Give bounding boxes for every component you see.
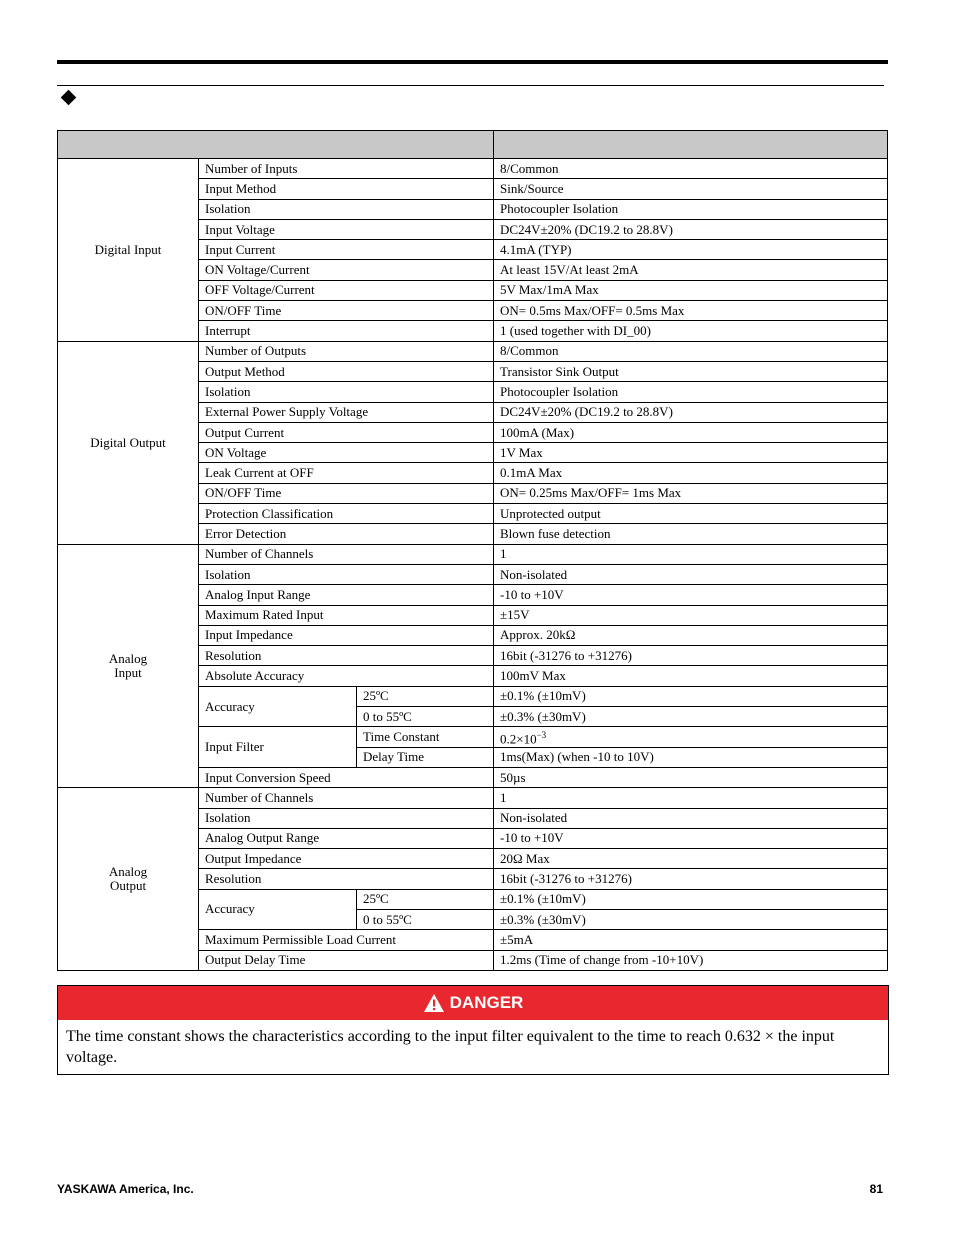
spec-subitem: 25ºC <box>357 889 494 909</box>
spec-value: Photocoupler Isolation <box>494 382 888 402</box>
spec-value: DC24V±20% (DC19.2 to 28.8V) <box>494 402 888 422</box>
spec-value: DC24V±20% (DC19.2 to 28.8V) <box>494 219 888 239</box>
spec-item: Isolation <box>199 199 494 219</box>
spec-value: 100mA (Max) <box>494 422 888 442</box>
spec-item: OFF Voltage/Current <box>199 280 494 300</box>
table-row <box>58 159 888 179</box>
spec-item: Maximum Rated Input <box>199 605 494 625</box>
specification-table <box>57 130 888 971</box>
category-analog-input-label-line2: Input <box>114 664 142 680</box>
spec-value: Non-isolated <box>494 808 888 828</box>
spec-item: ON Voltage/Current <box>199 260 494 280</box>
spec-value: ±0.1% (±10mV) <box>494 686 888 706</box>
danger-title: DANGER <box>449 993 524 1012</box>
spec-value: ±0.1% (±10mV) <box>494 889 888 909</box>
spec-value: 50µs <box>494 767 888 787</box>
table-row <box>58 544 888 564</box>
spec-item: Analog Input Range <box>199 585 494 605</box>
spec-item-accuracy: Accuracy <box>199 889 357 930</box>
spec-value: 4.1mA (TYP) <box>494 240 888 260</box>
danger-box <box>57 985 889 1075</box>
spec-item: Input Current <box>199 240 494 260</box>
spec-value: 8/Common <box>494 159 888 179</box>
spec-item-input-filter: Input Filter <box>199 727 357 768</box>
spec-value: 1ms(Max) (when -10 to 10V) <box>494 747 888 767</box>
spec-item: Number of Channels <box>199 788 494 808</box>
category-digital-input <box>58 159 199 342</box>
table-header-item <box>58 131 494 159</box>
spec-item: Absolute Accuracy <box>199 666 494 686</box>
spec-value: 1 <box>494 788 888 808</box>
table-header-row <box>58 131 888 159</box>
time-constant-exponent: −3 <box>536 729 547 740</box>
category-analog-input <box>58 544 199 788</box>
category-digital-output-label: Digital Output <box>90 434 166 450</box>
table-row <box>58 788 888 808</box>
spec-value: Blown fuse detection <box>494 524 888 544</box>
footer-company: YASKAWA America, Inc. <box>57 1182 194 1196</box>
spec-item-accuracy: Accuracy <box>199 686 357 727</box>
category-digital-input-label: Digital Input <box>94 241 162 257</box>
warning-triangle-icon <box>423 993 445 1013</box>
spec-item: Resolution <box>199 646 494 666</box>
analog-output-group <box>58 788 888 971</box>
spec-item: Isolation <box>199 382 494 402</box>
spec-item: Input Impedance <box>199 625 494 645</box>
spec-item: Interrupt <box>199 321 494 341</box>
spec-value: ON= 0.25ms Max/OFF= 1ms Max <box>494 483 888 503</box>
category-analog-output-label-line2: Output <box>109 878 147 894</box>
category-analog-output <box>58 788 199 971</box>
table-header-spec <box>494 131 888 159</box>
footer-page-number: 81 <box>869 1182 883 1196</box>
spec-item: Isolation <box>199 808 494 828</box>
top-rule <box>57 60 888 64</box>
spec-item: Output Delay Time <box>199 950 494 970</box>
spec-value: ±5mA <box>494 930 888 950</box>
spec-value: 8/Common <box>494 341 888 361</box>
spec-value: At least 15V/At least 2mA <box>494 260 888 280</box>
spec-value: 1 <box>494 544 888 564</box>
spec-subitem: Delay Time <box>357 747 494 767</box>
spec-item: Number of Channels <box>199 544 494 564</box>
digital-output-group <box>58 341 888 544</box>
danger-text: The time constant shows the characteristics according to the input filter equivalent to the time to reach 0.632 × the input voltage. <box>66 1028 835 1066</box>
spec-value: 1V Max <box>494 443 888 463</box>
category-digital-output <box>58 341 199 544</box>
digital-input-group <box>58 159 888 342</box>
header-rule <box>57 85 884 86</box>
spec-item: Analog Output Range <box>199 828 494 848</box>
spec-item: Output Impedance <box>199 849 494 869</box>
spec-subitem: Time Constant <box>357 727 494 747</box>
spec-value: ±0.3% (±30mV) <box>494 909 888 929</box>
table-row <box>58 341 888 361</box>
spec-item: ON Voltage <box>199 443 494 463</box>
spec-value: 16bit (-31276 to +31276) <box>494 646 888 666</box>
spec-item: Leak Current at OFF <box>199 463 494 483</box>
spec-subitem: 25ºC <box>357 686 494 706</box>
spec-item: Input Voltage <box>199 219 494 239</box>
section-diamond-icon <box>61 90 77 106</box>
spec-value <box>494 727 888 747</box>
time-constant-base: 0.2×10 <box>500 731 537 747</box>
spec-item: ON/OFF Time <box>199 301 494 321</box>
spec-item: ON/OFF Time <box>199 483 494 503</box>
spec-value: ON= 0.5ms Max/OFF= 0.5ms Max <box>494 301 888 321</box>
spec-item: Output Current <box>199 422 494 442</box>
spec-value: ±0.3% (±30mV) <box>494 707 888 727</box>
category-analog-output-label: Analog <box>108 864 148 880</box>
spec-value: 5V Max/1mA Max <box>494 280 888 300</box>
spec-value: 0.1mA Max <box>494 463 888 483</box>
category-analog-input-label: Analog <box>108 650 148 666</box>
spec-item: Number of Inputs <box>199 159 494 179</box>
spec-value: Sink/Source <box>494 179 888 199</box>
spec-item: Input Method <box>199 179 494 199</box>
spec-item: Input Conversion Speed <box>199 767 494 787</box>
spec-value: 100mV Max <box>494 666 888 686</box>
spec-value: Approx. 20kΩ <box>494 625 888 645</box>
spec-value: 16bit (-31276 to +31276) <box>494 869 888 889</box>
spec-item: Output Method <box>199 361 494 381</box>
spec-value: -10 to +10V <box>494 828 888 848</box>
spec-value: -10 to +10V <box>494 585 888 605</box>
spec-item: Number of Outputs <box>199 341 494 361</box>
spec-item: Isolation <box>199 564 494 584</box>
spec-value: 1 (used together with DI_00) <box>494 321 888 341</box>
danger-header <box>58 986 888 1020</box>
spec-value: Unprotected output <box>494 504 888 524</box>
spec-item: Error Detection <box>199 524 494 544</box>
spec-subitem: 0 to 55ºC <box>357 707 494 727</box>
spec-value: 1.2ms (Time of change from -10+10V) <box>494 950 888 970</box>
spec-value: Non-isolated <box>494 564 888 584</box>
spec-item: Maximum Permissible Load Current <box>199 930 494 950</box>
spec-value: 20Ω Max <box>494 849 888 869</box>
spec-value: Transistor Sink Output <box>494 361 888 381</box>
spec-item: Resolution <box>199 869 494 889</box>
spec-item: Protection Classification <box>199 504 494 524</box>
spec-value: ±15V <box>494 605 888 625</box>
spec-subitem: 0 to 55ºC <box>357 909 494 929</box>
analog-input-group <box>58 544 888 788</box>
spec-item: External Power Supply Voltage <box>199 402 494 422</box>
spec-value: Photocoupler Isolation <box>494 199 888 219</box>
